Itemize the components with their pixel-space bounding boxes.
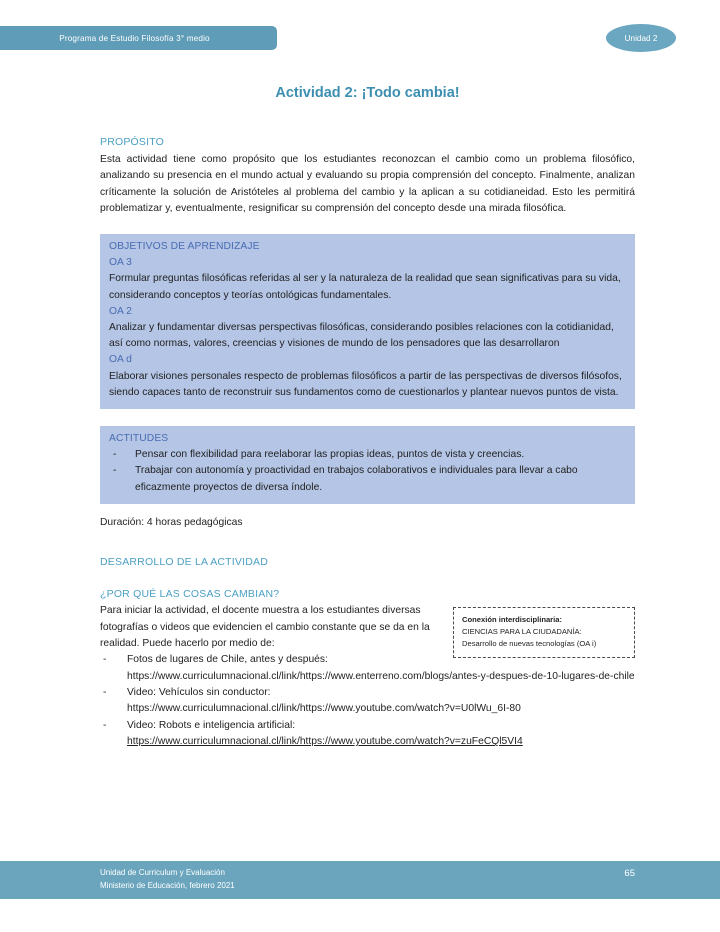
spacer [100,531,635,555]
resource-label: - Video: Robots e inteligencia artificial: [127,719,296,731]
footer-organization [100,867,235,892]
development-subheading: ¿POR QUÉ LAS COSAS CAMBIAN? [100,587,280,600]
resource-list [100,652,635,750]
attitudes-heading: ACTITUDES [109,433,169,445]
connection-box-subject: CIENCIAS PARA LA CIUDADANÍA: [462,627,582,637]
objective-text-oa3: Formular preguntas filosóficas referidas al ser y la naturaleza de la realidad que sean significativas para su vida, considerando conceptos y teorías ontológicas fundamentales. [109,273,621,301]
page-number: 65 [624,868,635,879]
connection-box-detail: Desarrollo de nuevas tecnologías (OA i) [462,639,597,649]
resource-label: - Video: Vehículos sin conductor: [127,687,271,699]
duration-text: Duración: 4 horas pedagógicas [100,516,243,528]
connection-box-title: Conexión interdisciplinaria: [462,615,563,625]
attitudes-list [109,447,626,496]
objective-code-oa3: OA 3 [109,257,132,269]
footer-content [100,867,635,892]
development-body [100,603,635,750]
page-footer [0,861,720,899]
objective-code-oa2: OA 2 [109,305,132,317]
purpose-text: Esta actividad tiene como propósito que los estudiantes reconozcan el cambio como un problema filosófico, analizando su presencia en el mundo actual y evaluando su propia comprensión del concepto. Finalmente, analizan críticamente la solución de Aristóteles al problema del cambio y la aplican a su cotidianeidad. Esto les permitirá problematizar y, eventualmente, resignificar su comprensión del concepto desde una mirada filosófica. [100,154,635,214]
activity-title: Actividad 2: ¡Todo cambia! [275,85,460,101]
spacer [100,570,635,587]
purpose-heading: PROPÓSITO [100,136,165,149]
resource-item [100,685,635,718]
resource-label: - Fotos de lugares de Chile, antes y después: [127,654,328,666]
development-heading: DESARROLLO DE LA ACTIVIDAD [100,555,269,568]
resource-link[interactable]: https://www.curriculumnacional.cl/link/https://www.enterreno.com/blogs/antes-y-despues-de-10-lugares-de-chile [127,670,635,682]
objective-code-oad: OA d [109,354,132,366]
resource-link[interactable]: https://www.curriculumnacional.cl/link/https://www.youtube.com/watch?v=zuFeCQl5VI4 [127,736,523,748]
resource-item [100,652,635,685]
attitude-item: - Trabajar con autonomía y proactividad en trabajos colaborativos e individuales para llevar a cabo eficazmente proyectos de diversa índole. [109,463,626,496]
development-intro-text: Para iniciar la actividad, el docente muestra a los estudiantes diversas fotografías o videos que evidencien el cambio constante que se da en la realidad. Puede hacerlo por medio de: [100,605,430,649]
learning-objectives-heading: OBJETIVOS DE APRENDIZAJE [109,241,260,253]
unit-badge-label: Unidad 2 [624,33,658,43]
objective-text-oad: Elaborar visiones personales respecto de problemas filosóficos a partir de las perspectivas de diversos filósofos, siendo capaces tanto de reconstruir sus fundamentos como de cuestionarlos y plantear nuevos puntos de vista. [109,370,622,398]
attitude-item: - Pensar con flexibilidad para reelaborar las propias ideas, puntos de vista y creencias. [109,447,626,463]
program-title-label: Programa de Estudio Filosofía 3° medio [59,33,210,43]
learning-objectives-box [100,234,635,409]
attitudes-box [100,426,635,504]
objective-text-oa2: Analizar y fundamentar diversas perspectivas filosóficas, considerando posibles relaciones con la cotidianidad, así como normas, valores, creencias y visiones de mundo de los pensadores que las desarrollaron [109,322,614,350]
resource-link[interactable]: https://www.curriculumnacional.cl/link/https://www.youtube.com/watch?v=U0lWu_6I-80 [127,703,521,715]
resource-item [100,718,635,751]
footer-line-1: Unidad de Curriculum y Evaluación [100,868,225,877]
interdisciplinary-connection-box [453,607,635,658]
footer-line-2: Ministerio de Educación, febrero 2021 [100,880,235,890]
page-content [100,0,635,751]
